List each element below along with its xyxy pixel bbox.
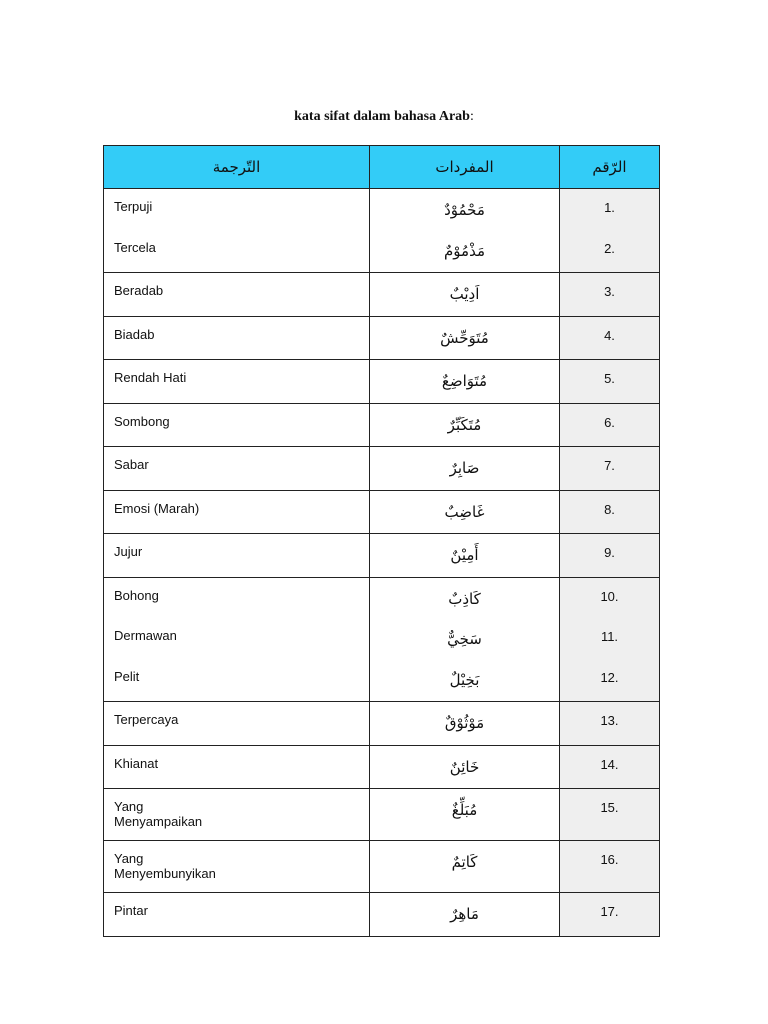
number-cell [560,745,660,789]
translation-text: Beradab [114,283,164,298]
arabic-word: اَدِيْبٌ [449,285,480,303]
row-number: 16. [600,852,619,867]
arabic-word: كَاتِمٌ [451,853,478,871]
translation-cell [104,189,370,273]
table-row [104,893,660,937]
number-cell [560,273,660,317]
number-cell [560,189,660,273]
row-number: 4. [604,327,615,343]
translation-line: Yang [114,799,144,814]
row-number: 3. [604,284,615,299]
header-vocabulary: المفردات [370,146,560,189]
translation-text: Khianat [114,755,159,771]
arabic-word: مَوْثُوْقٌ [444,714,485,732]
arabic-cell [370,189,560,273]
number-cell [560,789,660,841]
translation-cell [104,447,370,491]
row-number: 11. [600,629,619,644]
arabic-cell [370,403,560,447]
translation-cell [104,403,370,447]
arabic-word: سَخِيٌّ [447,630,482,648]
table-row [104,841,660,893]
arabic-cell [370,893,560,937]
translation-text: Pintar [114,903,148,918]
translation-cell [104,745,370,789]
table-row [104,577,660,702]
translation-cell [104,316,370,360]
translation-text: Dermawan [114,628,177,643]
header-number: الرّقم [560,146,660,189]
arabic-cell [370,316,560,360]
arabic-word: كَاذِبٌ [448,589,481,608]
row-number: 8. [604,501,615,517]
arabic-cell [370,490,560,534]
row-number: 13. [600,713,619,728]
arabic-cell [370,841,560,893]
translation-cell [104,360,370,404]
table-row [104,745,660,789]
table-row [104,534,660,578]
arabic-word: مَاهِرٌ [450,905,479,923]
arabic-word: خَائِنٌ [449,757,480,776]
row-number: 15. [600,800,619,815]
translation-cell [104,273,370,317]
page-title [0,109,768,125]
arabic-cell [370,360,560,404]
row-number: 2. [604,240,615,256]
row-number: 12. [600,669,619,685]
number-cell [560,702,660,746]
number-cell [560,447,660,491]
arabic-word: مَحْمُوْدٌ [444,201,485,219]
translation-text: Sabar [114,457,149,472]
number-cell [560,893,660,937]
number-cell [560,316,660,360]
translation-cell [104,702,370,746]
table-row [104,447,660,491]
row-number: 14. [600,756,619,772]
translation-text: Terpercaya [114,712,179,727]
table-row [104,316,660,360]
arabic-cell [370,745,560,789]
translation-line: Yang [114,851,144,866]
row-number: 9. [604,545,615,560]
translation-cell [104,841,370,893]
arabic-cell [370,447,560,491]
translation-text [114,789,359,829]
translation-line: Menyampaikan [114,814,203,829]
table-row [104,360,660,404]
arabic-word: صَابِرٌ [449,459,480,477]
table-header-row [104,146,660,189]
translation-cell [104,577,370,702]
translation-cell [104,534,370,578]
translation-text [114,841,359,881]
row-number: 6. [604,414,615,430]
number-cell [560,403,660,447]
translation-text: Jujur [114,544,143,559]
vocabulary-table [103,145,660,937]
translation-text: Bohong [114,587,159,603]
translation-text: Biadab [114,326,155,342]
arabic-word: مُتَكَبِّرٌ [447,415,482,434]
row-number: 5. [604,371,615,386]
table-row [104,403,660,447]
table-row [104,490,660,534]
number-cell [560,490,660,534]
arabic-cell [370,273,560,317]
translation-text: Tercela [114,239,156,255]
title-text: kata sifat dalam bahasa Arab [294,109,470,124]
arabic-word: مُتَوَحِّشٌ [440,328,489,347]
translation-text: Terpuji [114,199,153,214]
translation-text: Sombong [114,413,170,429]
translation-cell [104,893,370,937]
row-number: 7. [604,458,615,473]
arabic-word: مُتَوَاضِعٌ [441,372,488,390]
table-row [104,189,660,273]
table-row [104,702,660,746]
arabic-word: مَذْمُوْمٌ [444,241,485,260]
translation-text: Rendah Hati [114,370,187,385]
arabic-cell [370,702,560,746]
arabic-word: غَاضِبٌ [444,502,485,521]
row-number: 1. [604,200,615,215]
translation-cell [104,789,370,841]
arabic-word: بَخِيْلٌ [449,670,480,689]
arabic-cell [370,789,560,841]
row-number: 10. [600,588,619,604]
arabic-cell [370,534,560,578]
translation-text: Pelit [114,668,140,684]
table-row [104,273,660,317]
number-cell [560,841,660,893]
translation-text: Emosi (Marah) [114,500,200,516]
number-cell [560,577,660,702]
number-cell [560,534,660,578]
translation-line: Menyembunyikan [114,866,216,881]
arabic-word: مُبَلِّغٌ [451,801,478,819]
number-cell [560,360,660,404]
translation-cell [104,490,370,534]
arabic-word: أَمِيْنٌ [450,546,479,564]
table-row [104,789,660,841]
header-translation: التّرجمة [104,146,370,189]
arabic-cell [370,577,560,702]
title-colon: : [469,109,474,124]
row-number: 17. [600,904,619,919]
